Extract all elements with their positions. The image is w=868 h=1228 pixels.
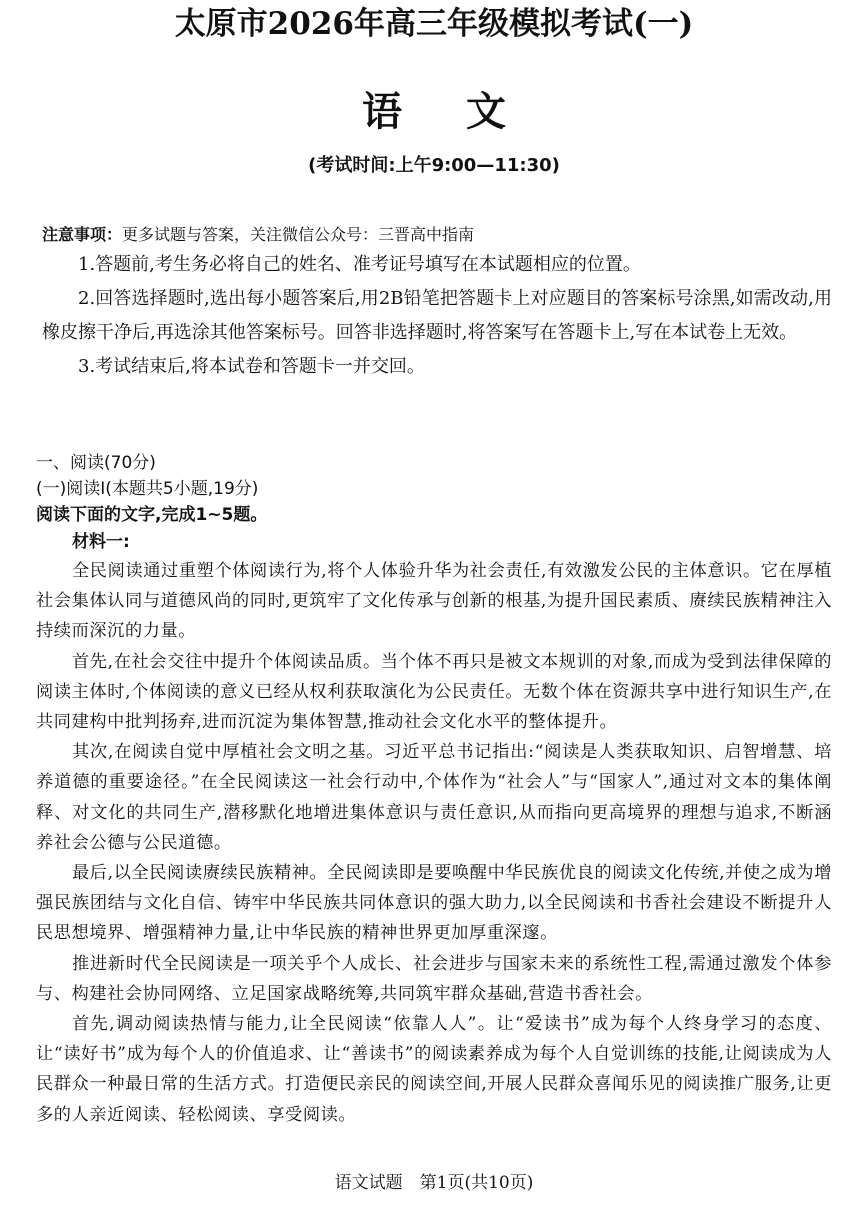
passage-paragraph: 全民阅读通过重塑个体阅读行为,将个人体验升华为社会责任,有效激发公民的主体意识。它在厚植社会集体认同与道德风尚的同时,更筑牢了文化传承与创新的根基,为提升国民素质、赓续民族精神注入持续而深沉的力量。: [36, 561, 832, 642]
exam-time: (考试时间:上午9:00—11:30): [308, 155, 560, 176]
part-heading: 一、阅读(70分): [36, 453, 156, 473]
passage-paragraph: 首先,调动阅读热情与能力,让全民阅读“依靠人人”。让“爱读书”成为每个人终身学习的态度、让“读好书”成为每个人的价值追求、让“善读书”的阅读素养成为每个人自觉训练的技能,让阅读成为人民群众一种最日常的生活方式。打造便民亲民的阅读空间,开展人民群众喜闻乐见的阅读推广服务,让更多的人亲近阅读、轻松阅读、享受阅读。: [36, 1014, 832, 1125]
note-item-2: 2.回答选择题时,选出每小题答案后,用2B铅笔把答题卡上对应题目的答案标号涂黑,如需改动,用橡皮擦干净后,再选涂其他答案标号。回答非选择题时,将答案写在答题卡上,写在本试卷上无效。: [42, 288, 832, 343]
page-footer: 语文试题 第1页(共10页): [334, 1173, 534, 1193]
reading-instruction: 阅读下面的文字,完成1~5题。: [36, 505, 268, 525]
reading-section: [36, 450, 832, 1130]
passage-paragraph: 首先,在社会交往中提升个体阅读品质。当个体不再只是被文本规训的对象,而成为受到法律保障的阅读主体时,个体阅读的意义已经从权利获取演化为公民责任。无数个体在资源共享中进行知识生产,在共同建构中批判扬弃,进而沉淀为集体智慧,推动社会文化水平的整体提升。: [36, 651, 832, 733]
material-label: 材料一:: [72, 532, 130, 552]
promo-text: 更多试题与答案，关注微信公众号：三晋高中指南: [122, 225, 475, 244]
note-item-3: 3.考试结束后,将本试卷和答题卡一并交回。: [78, 356, 425, 377]
passage-paragraph: 其次,在阅读自觉中厚植社会文明之基。习近平总书记指出:“阅读是人类获取知识、启智增慧、培养道德的重要途径。”在全民阅读这一社会行动中,个体作为“社会人”与“国家人”,通过对文本的集体阐释、对文化的共同生产,潜移默化地增进集体意识与责任意识,从而指向更高境界的理想与追求,不断涵养社会公德与公民道德。: [36, 742, 832, 853]
notes-block: [42, 222, 832, 384]
subject-title: 语文: [362, 89, 570, 135]
note-item-1: 1.答题前,考生务必将自己的姓名、准考证号填写在本试题相应的位置。: [78, 254, 641, 275]
subpart-heading: (一)阅读Ⅰ(本题共5小题,19分): [36, 479, 259, 499]
passage-paragraph: 推进新时代全民阅读是一项关乎个人成长、社会进步与国家未来的系统性工程,需通过激发个体参与、构建社会协同网络、立足国家战略统筹,共同筑牢群众基础,营造书香社会。: [36, 953, 832, 1004]
notes-heading: 注意事项：: [42, 225, 123, 244]
exam-title: 太原市2026年高三年级模拟考试(一): [174, 6, 694, 42]
notes-heading-line: [42, 222, 832, 248]
passage-paragraph: 最后,以全民阅读赓续民族精神。全民阅读即是要唤醒中华民族优良的阅读文化传统,并使之成为增强民族团结与文化自信、铸牢中华民族共同体意识的强大助力,以全民阅读和书香社会建设不断提升人民思想境界、增强精神力量,让中华民族的精神世界更加厚重深邃。: [36, 863, 832, 944]
